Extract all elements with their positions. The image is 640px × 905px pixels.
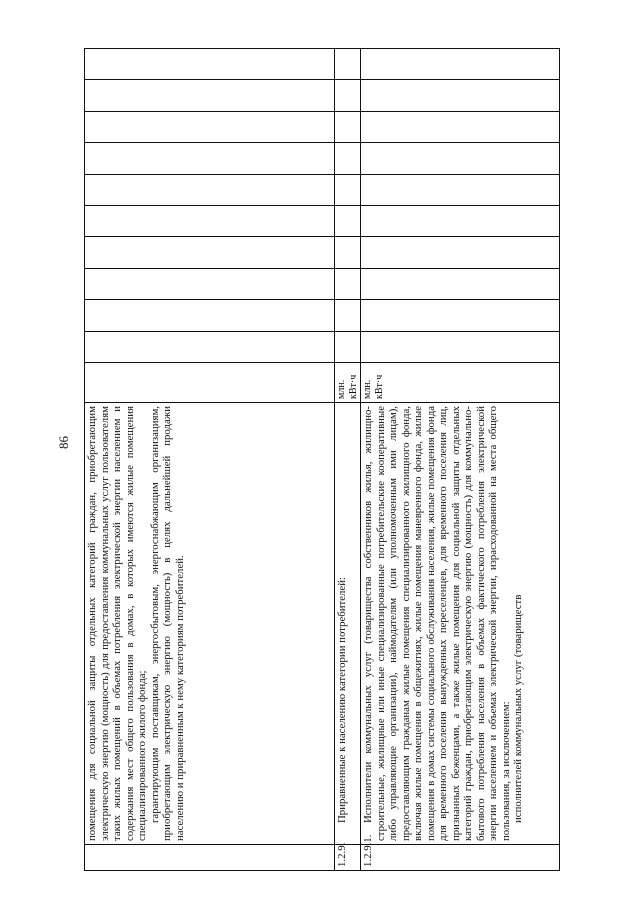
value-cell bbox=[335, 300, 361, 331]
row-unit: млн. кВт·ч bbox=[335, 363, 361, 403]
value-cell bbox=[361, 174, 560, 205]
value-cell bbox=[361, 300, 560, 331]
table-row bbox=[361, 49, 560, 871]
row-unit bbox=[85, 363, 335, 403]
value-cell bbox=[335, 206, 361, 237]
value-cell bbox=[85, 206, 335, 237]
value-cell bbox=[335, 237, 361, 268]
value-cell bbox=[335, 331, 361, 362]
value-cell bbox=[361, 237, 560, 268]
value-cell bbox=[85, 80, 335, 111]
description-paragraph: помещения для социальной защиты отдельных категорий граждан, приобретающим электрическую энергию (мощность) для предоставления коммунальных услуг пользователям таких жилых помещений в объемах потребления электрической энергии населением и содержания мест общего пользования в домах, в которых имеются жилые помещения специализированного жилого фонда; bbox=[86, 406, 149, 841]
value-cell bbox=[85, 331, 335, 362]
value-cell bbox=[335, 80, 361, 111]
value-cell bbox=[361, 111, 560, 142]
description-paragraph: исполнителей коммунальных услуг (товариществ bbox=[512, 594, 525, 823]
value-cell bbox=[335, 268, 361, 299]
value-cell bbox=[361, 143, 560, 174]
value-cell bbox=[85, 237, 335, 268]
description-paragraph: Исполнители коммунальных услуг (товарищества собственников жилья, жилищно-строительные, жилищные или иные специализированные потребительские кооперативные либо управляющие организации), наймодателям (или уполномоченным ими лицам), предоставляющим гражданам жилые помещения специализированного жилищного фонда, включая жилые помещения в общежитиях, жилые помещения маневренного фонда, жилые помещения в домах системы социального обслуживания населения, жилые помещения фонда для временного поселения вынужденных переселенцев, для временного поселения лиц, признанных беженцами, а также жилые помещения для социальной защиты отдельных категорий граждан, приобретающим электрическую энергию (мощность) для коммунально-бытового потребления населения в объемах фактического потребления электрической энергии населением и объемах электрической энергии, израсходованной на места общего пользования, за исключением: bbox=[362, 406, 512, 841]
value-cell bbox=[85, 111, 335, 142]
value-cell bbox=[361, 268, 560, 299]
table-row bbox=[85, 49, 335, 871]
value-cell bbox=[85, 174, 335, 205]
row-description bbox=[335, 403, 361, 845]
value-cell bbox=[335, 174, 361, 205]
rotated-table-page bbox=[84, 48, 560, 871]
description-paragraph: Приравненные к населению категории потребителей: bbox=[336, 577, 348, 823]
row-code: 1.2.9. bbox=[335, 845, 361, 871]
value-cell bbox=[335, 49, 361, 80]
page-number: 86 bbox=[56, 436, 71, 449]
value-cell bbox=[85, 143, 335, 174]
value-cell bbox=[361, 49, 560, 80]
value-cell bbox=[361, 206, 560, 237]
value-cell bbox=[85, 49, 335, 80]
value-cell bbox=[361, 331, 560, 362]
row-description bbox=[85, 403, 335, 845]
row-code bbox=[85, 845, 335, 871]
description-paragraph: гарантирующим поставщикам, энергосбытовым, энергоснабжающим организациям, приобретающим электрическую энергию (мощность) в целях дальнейшей продажи населению и приравненным к нему категориям потребителей. bbox=[148, 406, 186, 841]
value-cell bbox=[85, 268, 335, 299]
row-unit: млн. кВт·ч bbox=[361, 363, 560, 403]
table-row bbox=[335, 49, 361, 871]
row-description bbox=[361, 403, 560, 845]
value-cell bbox=[335, 111, 361, 142]
value-cell bbox=[361, 80, 560, 111]
row-code: 1.2.9.1. bbox=[361, 845, 560, 871]
value-cell bbox=[335, 143, 361, 174]
value-cell bbox=[85, 300, 335, 331]
tariff-table bbox=[84, 48, 560, 871]
